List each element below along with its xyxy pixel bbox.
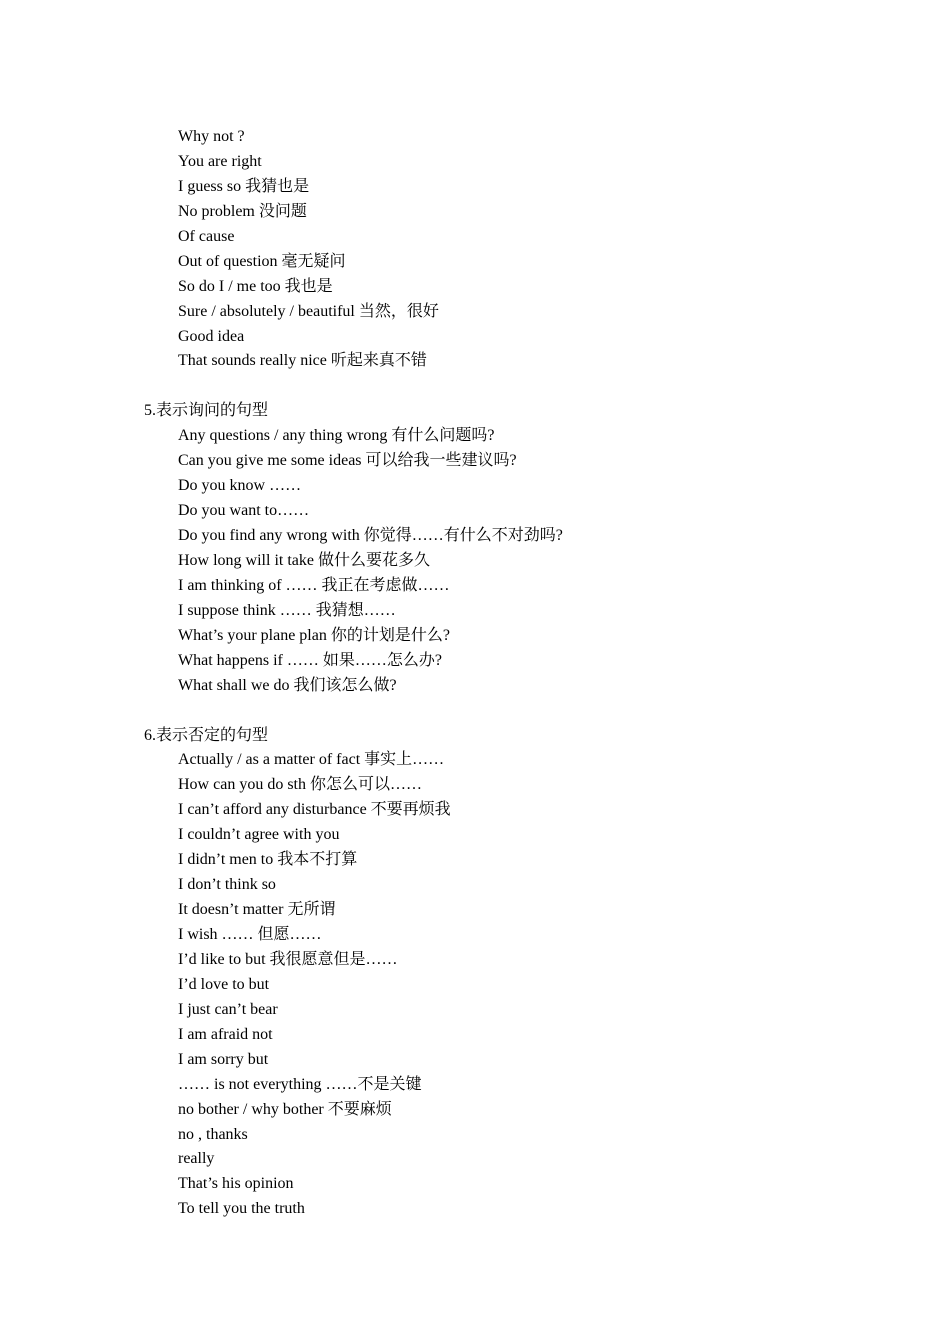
list-item: I just can’t bear — [178, 1000, 278, 1018]
list-item: You are right — [178, 152, 262, 170]
list-item: It doesn’t matter 无所谓 — [178, 901, 336, 919]
list-item: Any questions / any thing wrong 有什么问题吗? — [178, 427, 495, 445]
list-item: …… is not everything ……不是关键 — [178, 1075, 422, 1093]
inquiry-phrases-section — [144, 399, 904, 698]
list-item: So do I / me too 我也是 — [178, 277, 333, 295]
list-item: Do you want to…… — [178, 502, 310, 520]
list-item: I’d like to but 我很愿意但是…… — [178, 950, 398, 968]
list-item: That sounds really nice 听起来真不错 — [178, 352, 427, 370]
document-body — [144, 125, 904, 1222]
list-item: no , thanks — [178, 1125, 248, 1143]
list-item: Sure / absolutely / beautiful 当然，很好 — [178, 302, 439, 320]
list-item: I can’t afford any disturbance 不要再烦我 — [178, 801, 451, 819]
list-item: Can you give me some ideas 可以给我一些建议吗? — [178, 452, 517, 470]
list-item: No problem 没问题 — [178, 202, 307, 220]
list-item: I’d love to but — [178, 975, 270, 993]
list-item: no bother / why bother 不要麻烦 — [178, 1100, 392, 1118]
list-item: To tell you the truth — [178, 1200, 305, 1218]
list-item: I am sorry but — [178, 1050, 269, 1068]
list-item: I didn’t men to 我本不打算 — [178, 851, 358, 869]
list-item: What happens if …… 如果……怎么办? — [178, 651, 442, 669]
list-item: I suppose think …… 我猜想…… — [178, 601, 396, 619]
list-item: That’s his opinion — [178, 1175, 294, 1193]
list-item: really — [178, 1150, 215, 1168]
list-item: How long will it take 做什么要花多久 — [178, 551, 430, 569]
list-item: How can you do sth 你怎么可以…… — [178, 776, 422, 794]
list-item: I wish …… 但愿…… — [178, 926, 322, 943]
list-item: I am thinking of …… 我正在考虑做…… — [178, 576, 450, 594]
list-item: I couldn’t agree with you — [178, 826, 340, 844]
list-item: What’s your plane plan 你的计划是什么? — [178, 626, 450, 644]
negation-phrases-section — [144, 724, 904, 1223]
list-item: Actually / as a matter of fact 事实上…… — [178, 751, 445, 769]
list-item: What shall we do 我们该怎么做? — [178, 676, 397, 694]
list-item: Do you find any wrong with 你觉得……有什么不对劲吗? — [178, 527, 563, 544]
agreement-phrases-list — [144, 125, 904, 374]
paragraph-spacer — [144, 374, 904, 399]
list-item: Do you know …… — [178, 477, 302, 495]
list-item: I don’t think so — [178, 876, 276, 894]
section-heading: 5.表示询问的句型 — [144, 402, 269, 420]
list-item: Why not ? — [178, 128, 245, 145]
list-item: Out of question 毫无疑问 — [178, 252, 346, 270]
list-item: I guess so 我猜也是 — [178, 177, 310, 195]
paragraph-spacer — [144, 699, 904, 724]
section-heading: 6.表示否定的句型 — [144, 726, 269, 744]
list-item: I am afraid not — [178, 1025, 273, 1043]
list-item: Of cause — [178, 227, 235, 245]
list-item: Good idea — [178, 327, 245, 345]
